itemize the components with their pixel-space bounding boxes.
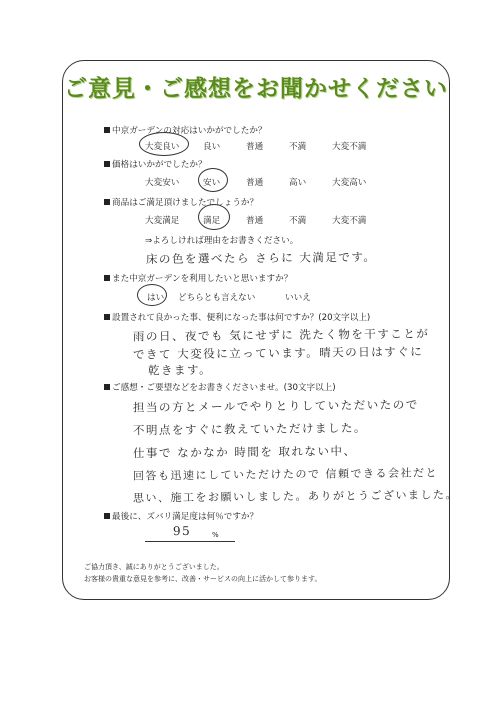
question-5-label: 設置されて良かった事、便利になった事は何ですか？(20文字以上) [112, 313, 371, 323]
q6-answer-line-3: 仕事で なかなか 時間を 取れない中、 [132, 443, 357, 461]
question-2-label: 価格はいかがでしたか？ [112, 160, 207, 170]
q1-selection-circle [139, 132, 189, 156]
q1-option-5: 大変不満 [332, 142, 367, 152]
question-4-label: また中京ガーデンを利用したいと思いますか？ [112, 274, 293, 284]
q2-option-2: 安い [203, 178, 221, 188]
question-6 [104, 381, 336, 393]
q1-option-3: 普通 [246, 142, 264, 152]
survey-title: ご意見・ご感想をお聞かせください [64, 76, 448, 102]
question-1 [104, 124, 267, 136]
q6-answer-line-4: 回答も迅速にしていただけたので 信頼できる会社だと [132, 466, 439, 483]
q6-answer-line-5: 思い、施工をお願いしました。ありがとうございました。 [132, 488, 459, 505]
bullet-square-icon [104, 314, 110, 320]
q1-option-4: 不満 [289, 142, 307, 152]
footer-note: お客様の貴重な意見を参考に、改善・サービスの向上に活かして参ります。 [84, 575, 322, 583]
question-3-label: 商品はご満足頂けましたでしょうか？ [112, 198, 259, 208]
q2-option-3: 普通 [246, 178, 264, 188]
q2-option-4: 高い [289, 178, 307, 188]
question-6-label: ご感想・ご要望などをお書きくださいませ。(30文字以上) [112, 383, 336, 393]
question-3 [104, 196, 258, 208]
q2-option-1: 大変安い [145, 178, 180, 188]
question-5 [104, 311, 370, 323]
q6-answer-line-2: 不明点をすぐに教えていただけました。 [132, 420, 368, 438]
question-4 [104, 272, 292, 284]
q2-selection-circle [198, 168, 228, 192]
q3-option-5: 大変不満 [332, 216, 367, 226]
q5-answer-line-1: 雨の日、夜でも 気にせずに 洗たく物を干すことが [132, 326, 430, 344]
footer-thanks: ご協力頂き、誠にありがとうございました。 [84, 563, 224, 571]
q4-option-1: はい [147, 293, 165, 303]
q4-selection-circle [137, 284, 167, 306]
satisfaction-unit: % [212, 531, 219, 539]
bullet-square-icon [104, 275, 110, 281]
question-7 [104, 510, 258, 522]
q3-selection-circle [198, 204, 230, 230]
q1-option-2: 良い [203, 142, 221, 152]
bullet-square-icon [104, 513, 110, 519]
q5-answer-line-2: できて 大変役に立っています。晴天の日はすぐに [132, 344, 424, 362]
q3-option-4: 不満 [289, 216, 307, 226]
q1-option-1: 大変良い [145, 142, 180, 152]
q4-option-2: どちらとも言えない [178, 293, 256, 303]
bullet-square-icon [104, 384, 110, 390]
question-2 [104, 158, 207, 170]
q3-option-1: 大変満足 [145, 216, 180, 226]
q4-option-3: いいえ [285, 293, 311, 303]
satisfaction-value: 95 [172, 523, 192, 539]
bullet-square-icon [104, 127, 110, 133]
q2-option-5: 大変高い [332, 178, 367, 188]
q3-reason-prompt: ⇒よろしければ理由をお書きください。 [145, 236, 299, 246]
question-1-label: 中京ガーデンの対応はいかがでしたか？ [112, 126, 267, 136]
q3-option-2: 満足 [203, 216, 221, 226]
q3-reason-answer: 床の色を選べたら さらに 大満足です。 [145, 249, 377, 267]
q3-option-3: 普通 [246, 216, 264, 226]
q5-answer-line-3: 乾きます。 [147, 362, 213, 378]
bullet-square-icon [104, 199, 110, 205]
question-7-label: 最後に、ズバリ満足度は何％ですか？ [112, 512, 259, 522]
satisfaction-underline [145, 541, 235, 542]
q6-answer-line-1: 担当の方とメールでやりとりしていただいたので [132, 397, 419, 415]
bullet-square-icon [104, 161, 110, 167]
